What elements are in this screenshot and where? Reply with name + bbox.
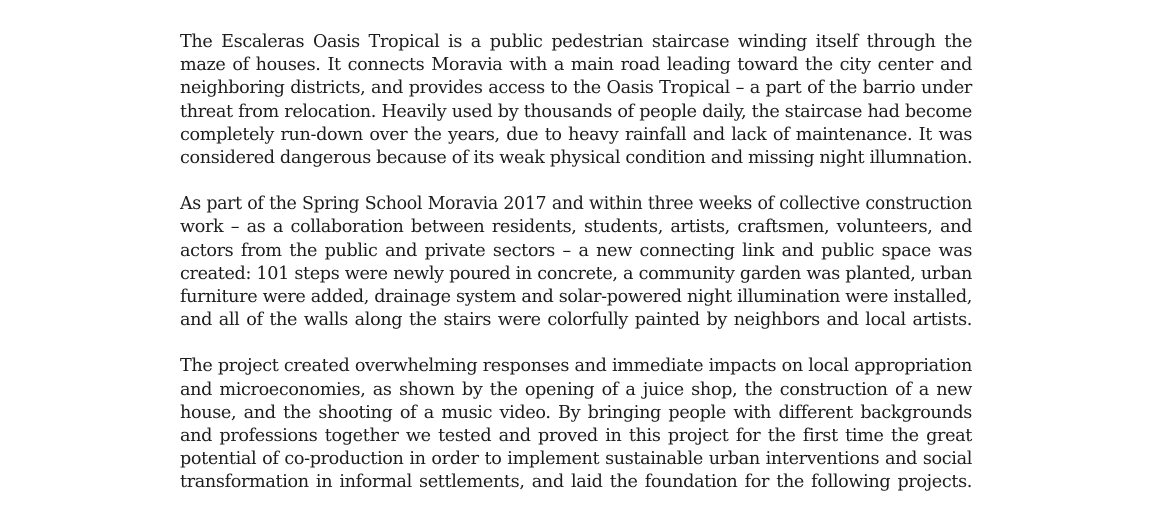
paragraph-staircase-description [180,31,972,170]
text-line: threat from relocation. Heavily used by thousands of people daily, the staircase had become [180,101,972,122]
text-line: neighboring districts, and provides access to the Oasis Tropical – a part of the barrio under [180,78,972,99]
paragraph-project-impact [180,355,972,494]
text-line: transformation in informal settlements, and laid the foundation for the following projects. [180,472,972,493]
text-line: created: 101 steps were newly poured in concrete, a community garden was planted, urban [180,263,972,284]
text-line: work – as a collaboration between residents, students, artists, craftsmen, volunteers, and [180,217,972,238]
text-line: potential of co-production in order to implement sustainable urban interventions and social [180,449,972,470]
text-line: As part of the Spring School Moravia 2017 and within three weeks of collective construction [180,194,972,215]
article-body [180,31,972,495]
text-line: and microeconomies, as shown by the opening of a juice shop, the construction of a new [180,379,972,400]
text-line: considered dangerous because of its weak physical condition and missing night illumnation. [180,148,973,169]
text-line: furniture were added, drainage system and solar-powered night illumination were installed, [180,287,972,308]
text-line: The project created overwhelming responses and immediate impacts on local appropriation [180,356,972,377]
text-line: house, and the shooting of a music video. By bringing people with different backgrounds [180,402,972,423]
text-line: actors from the public and private sectors – a new connecting link and public space was [180,240,972,261]
text-line: maze of houses. It connects Moravia with a main road leading toward the city center and [180,55,972,76]
text-line: The Escaleras Oasis Tropical is a public pedestrian staircase winding itself through the [180,32,972,52]
paragraph-spring-school [180,193,972,332]
text-line: and all of the walls along the stairs were colorfully painted by neighbors and local artists. [180,310,972,331]
text-line: and professions together we tested and proved in this project for the first time the great [180,426,972,447]
text-line: completely run-down over the years, due to heavy rainfall and lack of maintenance. It was [180,124,972,145]
